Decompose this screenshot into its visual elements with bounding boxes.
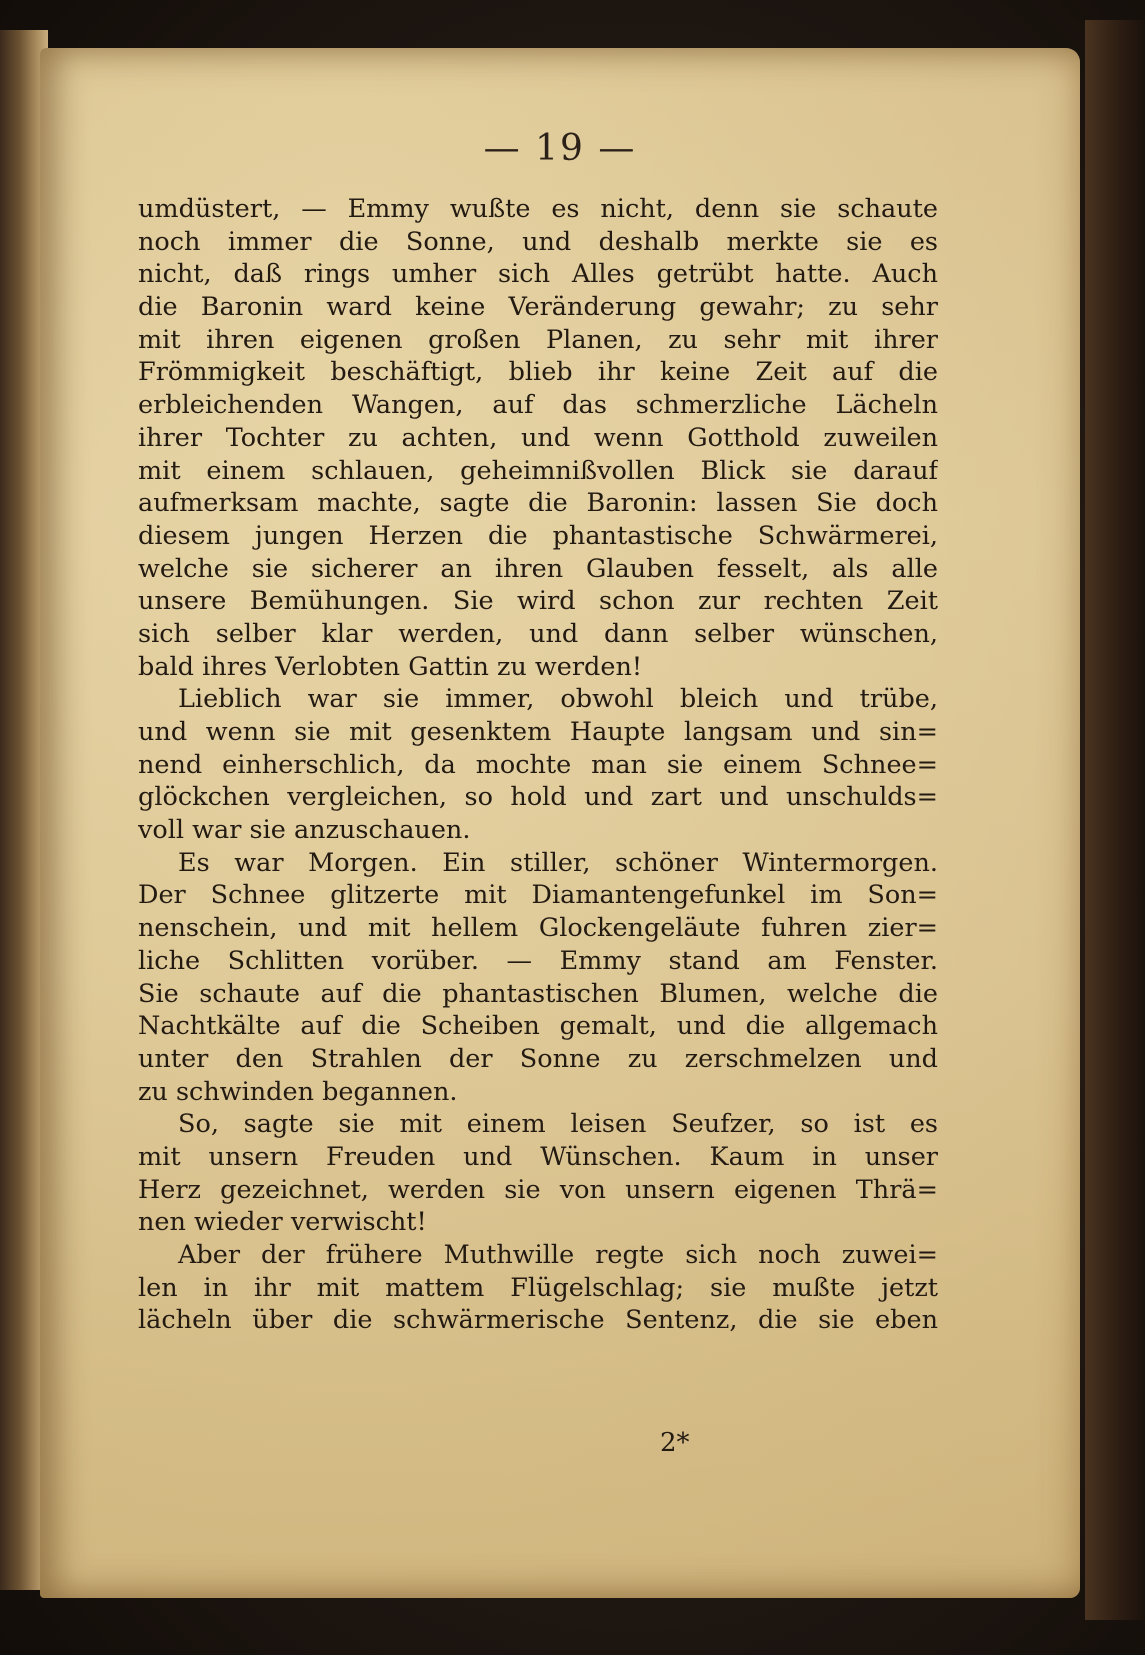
text-line: mit unsern Freuden und Wünschen. Kaum in unser <box>138 1141 938 1172</box>
text-line: mit einem schlauen, geheimnißvollen Blick sie darauf <box>138 455 938 486</box>
text-line: bald ihres Verlobten Gattin zu werden! <box>138 651 643 682</box>
text-line: lächeln über die schwärmerische Sentenz, die sie eben <box>138 1305 938 1336</box>
text-line: voll war sie anzuschauen. <box>138 815 471 846</box>
text-line: unter den Strahlen der Sonne zu zerschmelzen und <box>138 1043 938 1074</box>
text-line: unsere Bemühungen. Sie wird schon zur rechten Zeit <box>138 586 938 617</box>
book-page <box>40 48 1080 1598</box>
text-line: Sie schaute auf die phantastischen Blumen, welche die <box>138 978 938 1009</box>
text-line: Aber der frühere Muthwille regte sich noch zuwei= <box>178 1240 938 1270</box>
text-line: aufmerksam machte, sagte die Baronin: lassen Sie doch <box>138 488 938 519</box>
text-line: erbleichenden Wangen, auf das schmerzliche Lächeln <box>138 390 938 421</box>
body-text <box>138 193 938 1337</box>
text-line: glöckchen vergleichen, so hold und zart und unschulds= <box>138 782 938 813</box>
text-line: Es war Morgen. Ein stiller, schöner Wintermorgen. <box>178 847 938 878</box>
text-line: welche sie sicherer an ihren Glauben fesselt, als alle <box>138 553 938 584</box>
book-cover-edge <box>1085 20 1145 1620</box>
text-line: diesem jungen Herzen die phantastische Schwärmerei, <box>138 520 938 551</box>
text-line: Nachtkälte auf die Scheiben gemalt, und die allgemach <box>138 1011 938 1042</box>
text-line: nenschein, und mit hellem Glockengeläute fuhren zier= <box>138 913 938 944</box>
printer-signature: 2* <box>660 1428 690 1458</box>
text-line: len in ihr mit mattem Flügelschlag; sie mußte jetzt <box>138 1272 938 1303</box>
page-number: — 19 — <box>483 128 637 169</box>
text-line: mit ihren eigenen großen Planen, zu sehr mit ihrer <box>138 324 938 355</box>
text-line: und wenn sie mit gesenktem Haupte langsam und sin= <box>138 717 938 747</box>
text-line: nicht, daß rings umher sich Alles getrübt hatte. Auch <box>138 259 938 290</box>
text-line: ihrer Tochter zu achten, und wenn Gotthold zuweilen <box>138 422 938 453</box>
text-line: zu schwinden begannen. <box>138 1076 458 1107</box>
text-line: nend einherschlich, da mochte man sie einem Schnee= <box>138 749 938 780</box>
text-line: Der Schnee glitzerte mit Diamantengefunkel im Son= <box>138 880 938 911</box>
text-line: nen wieder verwischt! <box>138 1207 427 1238</box>
text-line: die Baronin ward keine Veränderung gewahr; zu sehr <box>138 292 938 323</box>
text-line: umdüstert, — Emmy wußte es nicht, denn sie schaute <box>138 194 938 224</box>
text-line: Frömmigkeit beschäftigt, blieb ihr keine Zeit auf die <box>138 357 938 388</box>
text-line: sich selber klar werden, und dann selber wünschen, <box>138 618 938 649</box>
text-line: noch immer die Sonne, und deshalb merkte sie es <box>138 226 938 257</box>
text-line: Herz gezeichnet, werden sie von unsern eigenen Thrä= <box>138 1174 938 1205</box>
text-line: liche Schlitten vorüber. — Emmy stand am Fenster. <box>138 945 938 976</box>
text-line: Lieblich war sie immer, obwohl bleich und trübe, <box>178 684 938 715</box>
text-line: So, sagte sie mit einem leisen Seufzer, so ist es <box>178 1109 938 1140</box>
